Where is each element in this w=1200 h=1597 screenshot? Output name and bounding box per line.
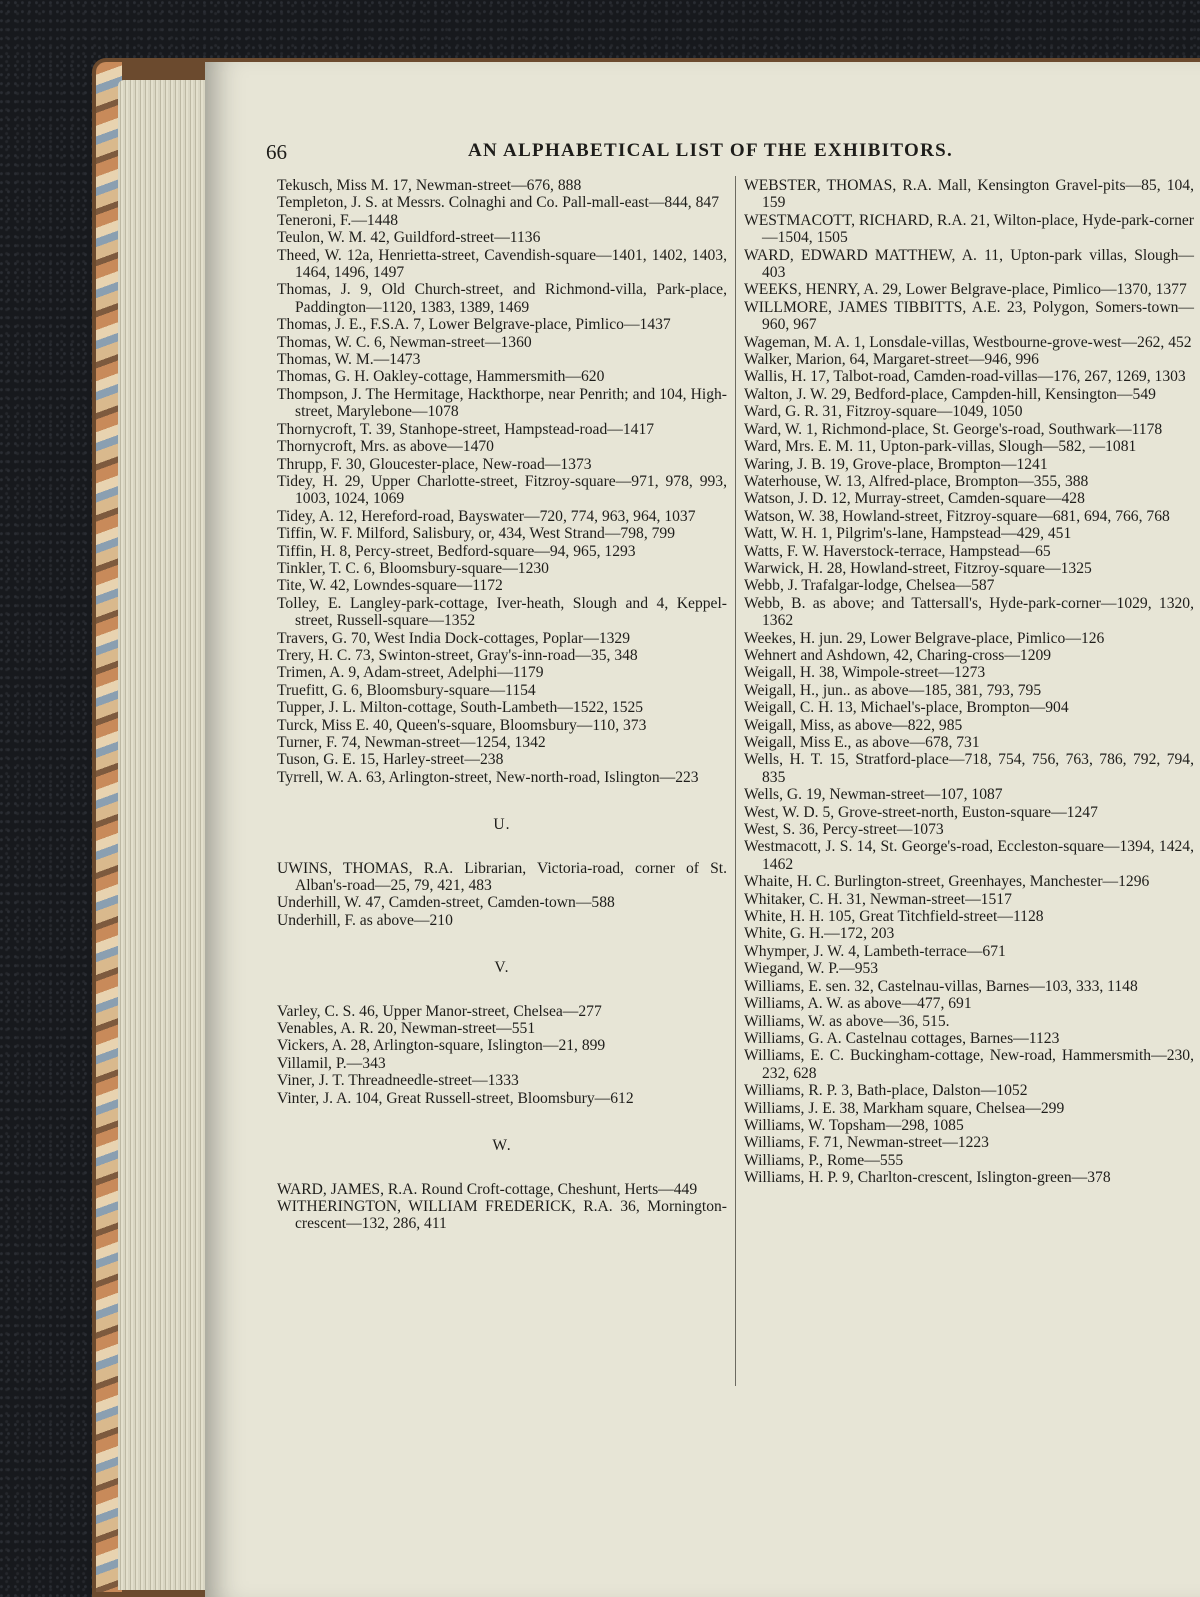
exhibitor-entry: White, G. H.—172, 203	[744, 925, 895, 943]
exhibitor-entry: Turner, F. 74, Newman-street—1254, 1342	[277, 734, 546, 751]
exhibitor-entry: Williams, H. P. 9, Charlton-crescent, Islington-green—378	[744, 1169, 1111, 1187]
exhibitor-entry: Ward, Mrs. E. M. 11, Upton-park-villas, Slough—582, —1081	[744, 438, 1137, 456]
exhibitor-entry: Travers, G. 70, West India Dock-cottages, Poplar—1329	[277, 629, 631, 647]
exhibitor-entry: Underhill, F. as above—210	[277, 911, 453, 929]
exhibitor-entry: Wehnert and Ashdown, 42, Charing-cross—1209	[744, 646, 1052, 664]
exhibitor-entry: Tyrrell, W. A. 63, Arlington-street, New-north-road, Islington—223	[277, 768, 699, 786]
exhibitor-entry: Walker, Marion, 64, Margaret-street—946, 996	[744, 351, 1039, 369]
section-heading-v: V.	[494, 959, 510, 977]
exhibitor-entry: Tekusch, Miss M. 17, Newman-street—676, 888	[277, 177, 582, 194]
left-column	[277, 177, 727, 1233]
exhibitor-entry: Weigall, H., jun.. as above—185, 381, 793, 795	[744, 681, 1042, 699]
exhibitor-entry: Teulon, W. M. 42, Guildford-street—1136	[277, 229, 541, 247]
page-number: 66	[266, 140, 287, 164]
exhibitor-entry: Williams, J. E. 38, Markham square, Chelsea—299	[744, 1099, 1065, 1117]
exhibitor-entry: Turck, Miss E. 40, Queen's-square, Bloomsbury—110, 373	[277, 716, 647, 734]
exhibitor-entry: Theed, W. 12a, Henrietta-street, Cavendish-square—1401, 1402, 1403, 1464, 1496, 1497	[277, 246, 727, 282]
exhibitor-entry: Williams, G. A. Castelnau cottages, Barnes—1123	[744, 1029, 1060, 1047]
exhibitor-entry: Waring, J. B. 19, Grove-place, Brompton—1241	[744, 455, 1048, 473]
u-entries	[277, 860, 727, 930]
exhibitor-entry: Thomas, J. E., F.S.A. 7, Lower Belgrave-place, Pimlico—1437	[277, 316, 671, 334]
exhibitor-entry: Templeton, J. S. at Messrs. Colnaghi and Co. Pall-mall-east—844, 847	[277, 194, 719, 212]
exhibitor-entry: Thrupp, F. 30, Gloucester-place, New-road—1373	[277, 455, 592, 473]
section-heading-u: U.	[493, 816, 511, 834]
exhibitor-entry: Williams, W. Topsham—298, 1085	[744, 1116, 964, 1134]
exhibitor-entry: Underhill, W. 47, Camden-street, Camden-town—588	[277, 894, 615, 912]
exhibitor-entry: Thomas, G. H. Oakley-cottage, Hammersmith—620	[277, 368, 605, 386]
exhibitor-entry: Tinkler, T. C. 6, Bloomsbury-square—1230	[277, 559, 549, 577]
right-column	[744, 177, 1194, 1187]
exhibitor-entry: WESTMACOTT, RICHARD, R.A. 21, Wilton-place, Hyde-park-corner—1504, 1505	[744, 211, 1194, 247]
exhibitor-entry: Williams, E. sen. 32, Castelnau-villas, Barnes—103, 333, 1148	[744, 977, 1138, 995]
exhibitor-entry: Tolley, E. Langley-park-cottage, Iver-heath, Slough and 4, Keppel-street, Russell-square—1352	[277, 594, 727, 630]
exhibitor-entry: UWINS, THOMAS, R.A. Librarian, Victoria-road, corner of St. Alban's-road—25, 79, 421, 483	[277, 859, 727, 895]
exhibitor-entry: Ward, G. R. 31, Fitzroy-square—1049, 1050	[744, 403, 1023, 421]
exhibitor-entry: Wageman, M. A. 1, Lonsdale-villas, Westbourne-grove-west—262, 452	[744, 333, 1192, 351]
exhibitor-entry: Warwick, H. 28, Howland-street, Fitzroy-square—1325	[744, 559, 1092, 577]
exhibitor-entry: Truefitt, G. 6, Bloomsbury-square—1154	[277, 681, 536, 699]
exhibitor-entry: Venables, A. R. 20, Newman-street—551	[277, 1020, 536, 1038]
section-heading-w: W.	[492, 1137, 512, 1155]
exhibitor-entry: Whymper, J. W. 4, Lambeth-terrace—671	[744, 942, 1006, 960]
exhibitor-entry: Tidey, A. 12, Hereford-road, Bayswater—720, 774, 963, 964, 1037	[277, 507, 696, 525]
exhibitor-entry: Tite, W. 42, Lowndes-square—1172	[277, 577, 503, 595]
exhibitor-entry: Williams, E. C. Buckingham-cottage, New-road, Hammersmith—230, 232, 628	[744, 1047, 1194, 1082]
exhibitor-entry: Weigall, C. H. 13, Michael's-place, Brompton—904	[744, 699, 1069, 717]
exhibitor-entry: Thomas, W. M.—1473	[277, 351, 421, 369]
exhibitor-entry: Wiegand, W. P.—953	[744, 960, 879, 978]
exhibitor-entry: Trimen, A. 9, Adam-street, Adelphi—1179	[277, 664, 544, 682]
running-head: AN ALPHABETICAL LIST OF THE EXHIBITORS.	[468, 140, 954, 161]
exhibitor-entry: Viner, J. T. Threadneedle-street—1333	[277, 1072, 519, 1090]
exhibitor-entry: Webb, B. as above; and Tattersall's, Hyde-park-corner—1029, 1320, 1362	[744, 594, 1194, 630]
exhibitor-entry: WARD, EDWARD MATTHEW, A. 11, Upton-park villas, Slough—403	[744, 246, 1194, 282]
exhibitor-entry: Watson, W. 38, Howland-street, Fitzroy-square—681, 694, 766, 768	[744, 507, 1170, 525]
exhibitor-entry: Trery, H. C. 73, Swinton-street, Gray's-inn-road—35, 348	[277, 646, 638, 664]
exhibitor-entry: Williams, A. W. as above—477, 691	[744, 995, 972, 1013]
exhibitor-entry: West, W. D. 5, Grove-street-north, Euston-square—1247	[744, 803, 1098, 821]
exhibitor-entry: Whitaker, C. H. 31, Newman-street—1517	[744, 890, 1012, 908]
exhibitor-entry: Teneroni, F.—1448	[277, 211, 399, 229]
exhibitor-entry: Watts, F. W. Haverstock-terrace, Hampstead—65	[744, 542, 1051, 560]
v-entries	[277, 1003, 727, 1107]
exhibitor-entry: Watt, W. H. 1, Pilgrim's-lane, Hampstead—429, 451	[744, 525, 1072, 543]
exhibitor-entry: Thompson, J. The Hermitage, Hackthorpe, near Penrith; and 104, High-street, Marylebone—1078	[277, 385, 727, 421]
exhibitor-entry: Whaite, H. C. Burlington-street, Greenhayes, Manchester—1296	[744, 873, 1150, 891]
exhibitor-entry: Tuson, G. E. 15, Harley-street—238	[277, 751, 504, 769]
exhibitor-entry: WILLMORE, JAMES TIBBITTS, A.E. 23, Polygon, Somers-town—960, 967	[744, 298, 1194, 334]
exhibitor-entry: White, H. H. 105, Great Titchfield-street—1128	[744, 908, 1044, 926]
exhibitor-entry: Williams, F. 71, Newman-street—1223	[744, 1134, 989, 1152]
exhibitor-entry: Tupper, J. L. Milton-cottage, South-Lambeth—1522, 1525	[277, 699, 644, 717]
exhibitor-entry: Wallis, H. 17, Talbot-road, Camden-road-villas—176, 267, 1269, 1303	[744, 368, 1186, 386]
exhibitor-entry: Weigall, Miss E., as above—678, 731	[744, 734, 980, 751]
exhibitor-entry: Williams, P., Rome—555	[744, 1151, 904, 1169]
exhibitor-entry: Villamil, P.—343	[277, 1054, 386, 1072]
exhibitor-entry: Thornycroft, Mrs. as above—1470	[277, 438, 494, 456]
column-divider	[735, 176, 736, 1386]
right-entries	[744, 177, 1194, 1187]
exhibitor-entry: Waterhouse, W. 13, Alfred-place, Brompton—355, 388	[744, 472, 1089, 490]
exhibitor-entry: Weigall, Miss, as above—822, 985	[744, 716, 963, 734]
exhibitor-entry: Watson, J. D. 12, Murray-street, Camden-square—428	[744, 490, 1085, 508]
exhibitor-entry: Tidey, H. 29, Upper Charlotte-street, Fitzroy-square—971, 978, 993, 1003, 1024, 1069	[277, 472, 727, 508]
exhibitor-entry: Tiffin, W. F. Milford, Salisbury, or, 434, West Strand—798, 799	[277, 525, 676, 543]
exhibitor-entry: WEBSTER, THOMAS, R.A. Mall, Kensington Gravel-pits—85, 104, 159	[744, 177, 1194, 212]
exhibitor-entry: Varley, C. S. 46, Upper Manor-street, Chelsea—277	[277, 1002, 602, 1020]
exhibitor-entry: Walton, J. W. 29, Bedford-place, Campden-hill, Kensington—549	[744, 385, 1156, 403]
exhibitor-entry: Ward, W. 1, Richmond-place, St. George's-road, Southwark—1178	[744, 420, 1163, 438]
exhibitor-entry: Weekes, H. jun. 29, Lower Belgrave-place, Pimlico—126	[744, 629, 1105, 647]
exhibitor-entry: Westmacott, J. S. 14, St. George's-road, Eccleston-square—1394, 1424, 1462	[744, 838, 1194, 873]
exhibitor-entry: WEEKS, HENRY, A. 29, Lower Belgrave-place, Pimlico—1370, 1377	[744, 281, 1187, 299]
exhibitor-entry: Williams, W. as above—36, 515.	[744, 1012, 950, 1030]
exhibitor-entry: Vickers, A. 28, Arlington-square, Islington—21, 899	[277, 1037, 606, 1055]
exhibitor-entry: Williams, R. P. 3, Bath-place, Dalston—1052	[744, 1082, 1028, 1100]
exhibitor-entry: Tiffin, H. 8, Percy-street, Bedford-square—94, 965, 1293	[277, 542, 636, 560]
t-entries	[277, 177, 727, 786]
exhibitor-entry: Weigall, H. 38, Wimpole-street—1273	[744, 664, 986, 682]
exhibitor-entry: Thomas, J. 9, Old Church-street, and Richmond-villa, Park-place, Paddington—1120, 1383, 1389, 1469	[277, 281, 727, 316]
exhibitor-entry: WITHERINGTON, WILLIAM FREDERICK, R.A. 36, Mornington-crescent—132, 286, 411	[277, 1197, 727, 1233]
exhibitor-entry: Vinter, J. A. 104, Great Russell-street, Bloomsbury—612	[277, 1089, 634, 1107]
exhibitor-entry: Webb, J. Trafalgar-lodge, Chelsea—587	[744, 577, 995, 595]
exhibitor-entry: West, S. 36, Percy-street—1073	[744, 821, 944, 839]
w-entries	[277, 1181, 727, 1233]
exhibitor-entry: Thornycroft, T. 39, Stanhope-street, Hampstead-road—1417	[277, 420, 655, 438]
exhibitor-entry: Wells, G. 19, Newman-street—107, 1087	[744, 786, 1003, 804]
exhibitor-entry: Thomas, W. C. 6, Newman-street—1360	[277, 333, 532, 351]
exhibitor-entry: Wells, H. T. 15, Stratford-place—718, 754, 756, 763, 786, 792, 794, 835	[744, 751, 1194, 786]
exhibitor-entry: WARD, JAMES, R.A. Round Croft-cottage, Cheshunt, Herts—449	[277, 1180, 698, 1198]
